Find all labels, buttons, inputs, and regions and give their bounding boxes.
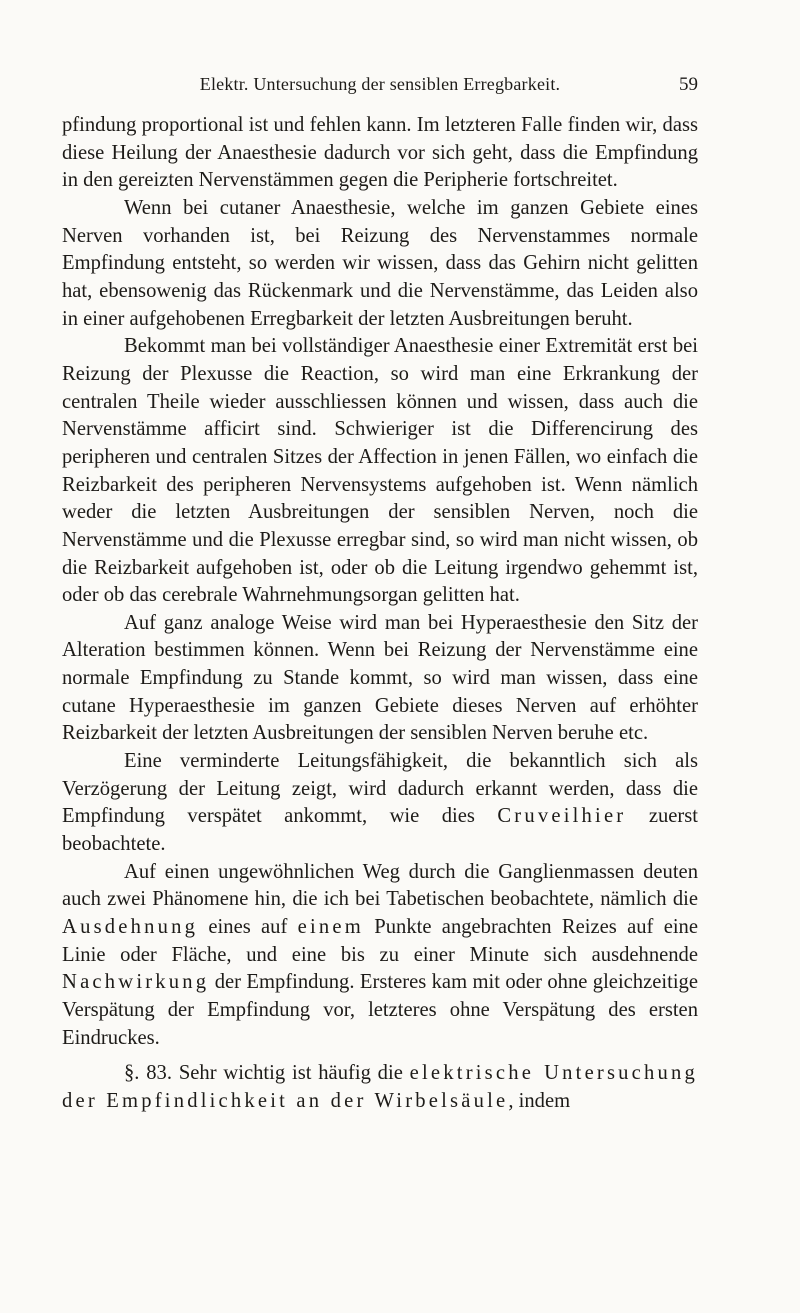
paragraph-7: [62, 1060, 698, 1115]
paragraph-5-text-a: Eine verminderte Leitungsfähigkeit, die bekanntlich sich als Verzögerung der Leitung zeigt, wird dadurch erkannt werden, dass die Empfindung verspätet ankommt, wie dies: [62, 750, 698, 828]
paragraph-7-text-b: , indem: [508, 1089, 571, 1112]
paragraph-3: Bekommt man bei vollständiger Anaesthesie einer Extremität erst bei Reizung der Plexusse die Reaction, so wird man eine Erkrankung der centralen Theile wieder ausschliessen können und wissen, dass auch die Nervenstämme afficirt sind. Schwieriger ist die Differencirung des peripheren und centralen Sitzes der Affection in jenen Fällen, wo einfach die Reizbarkeit des peripheren Nervensystems aufgehoben ist. Wenn nämlich weder die letzten Ausbreitungen der sensiblen Nerven, noch die Nervenstämme und die Plexusse erregbar sind, so wird man nicht wissen, ob die Reizbarkeit aufgehoben ist, oder ob die Leitung irgendwo gehemmt ist, oder ob das cerebrale Wahrnehmungsorgan gelitten hat.: [62, 335, 698, 607]
paragraph-7-text-a: Sehr wichtig ist häufig die: [172, 1062, 410, 1085]
emphasis-ausdehnung: Ausdehnung: [62, 916, 199, 939]
emphasis-einem: einem: [297, 916, 364, 939]
paragraph-1: pfindung proportional ist und fehlen kann. Im letzteren Falle finden wir, dass diese Heilung der Anaesthesie dadurch vor sich geht, dass die Empfindung in den gereizten Nervenstämmen gegen die Peripherie fortschreitet.: [62, 114, 698, 192]
paragraph-6-text-b: eines auf: [198, 916, 298, 939]
section-number: §. 83.: [124, 1062, 173, 1085]
paragraph-4: Auf ganz analoge Weise wird man bei Hyperaesthesie den Sitz der Alteration bestimmen können. Wenn bei Reizung der Nervenstämme eine normale Empfindung zu Stande kommt, so wird man wissen, dass eine cutane Hyperaesthesie im ganzen Gebiete dieses Nerven auf erhöhter Reizbarkeit der letzten Ausbreitungen der sensiblen Nerven beruhe etc.: [62, 611, 698, 745]
emphasis-nachwirkung: Nachwirkung: [62, 971, 210, 994]
paragraph-6-text-c: Punkte angebrachten Reizes auf eine Linie oder Fläche, und eine bis zu einer Minute sich ausdehnende: [62, 916, 698, 966]
paragraph-6-text-d: der Empfindung. Ersteres kam mit oder ohne gleichzeitige Verspätung der Empfindung vor, letzteres ohne Verspätung des ersten Eindruckes.: [62, 971, 698, 1049]
paragraph-5-text-b: zuerst beobachtete.: [62, 805, 698, 856]
emphasis-elektrische-untersuchung: elektrische Untersuchung der Empfindlichkeit an der Wirbelsäule: [62, 1062, 699, 1112]
running-header: [62, 74, 698, 100]
author-name-cruveilhier: Cruveilhier: [497, 805, 627, 828]
page-number: 59: [679, 74, 698, 95]
paragraph-2: Wenn bei cutaner Anaesthesie, welche im ganzen Gebiete eines Nerven vorhanden ist, bei Reizung des Nervenstammes normale Empfindung entsteht, so werden wir wissen, dass das Gehirn nicht gelitten hat, ebensowenig das Rückenmark und die Nervenstämme, das Leiden also in einer aufgehobenen Erregbarkeit der letzten Ausbreitungen beruht.: [62, 196, 698, 330]
paragraph-6: [62, 859, 698, 1053]
body-text: [62, 112, 698, 1116]
paragraph-5: [62, 748, 698, 859]
running-header-title: Elektr. Untersuchung der sensiblen Erregbarkeit.: [199, 74, 561, 94]
paragraph-6-text-a: Auf einen ungewöhnlichen Weg durch die Ganglienmassen deuten auch zwei Phänomene hin, die ich bei Tabetischen beobachtete, nämlich die: [62, 860, 698, 911]
